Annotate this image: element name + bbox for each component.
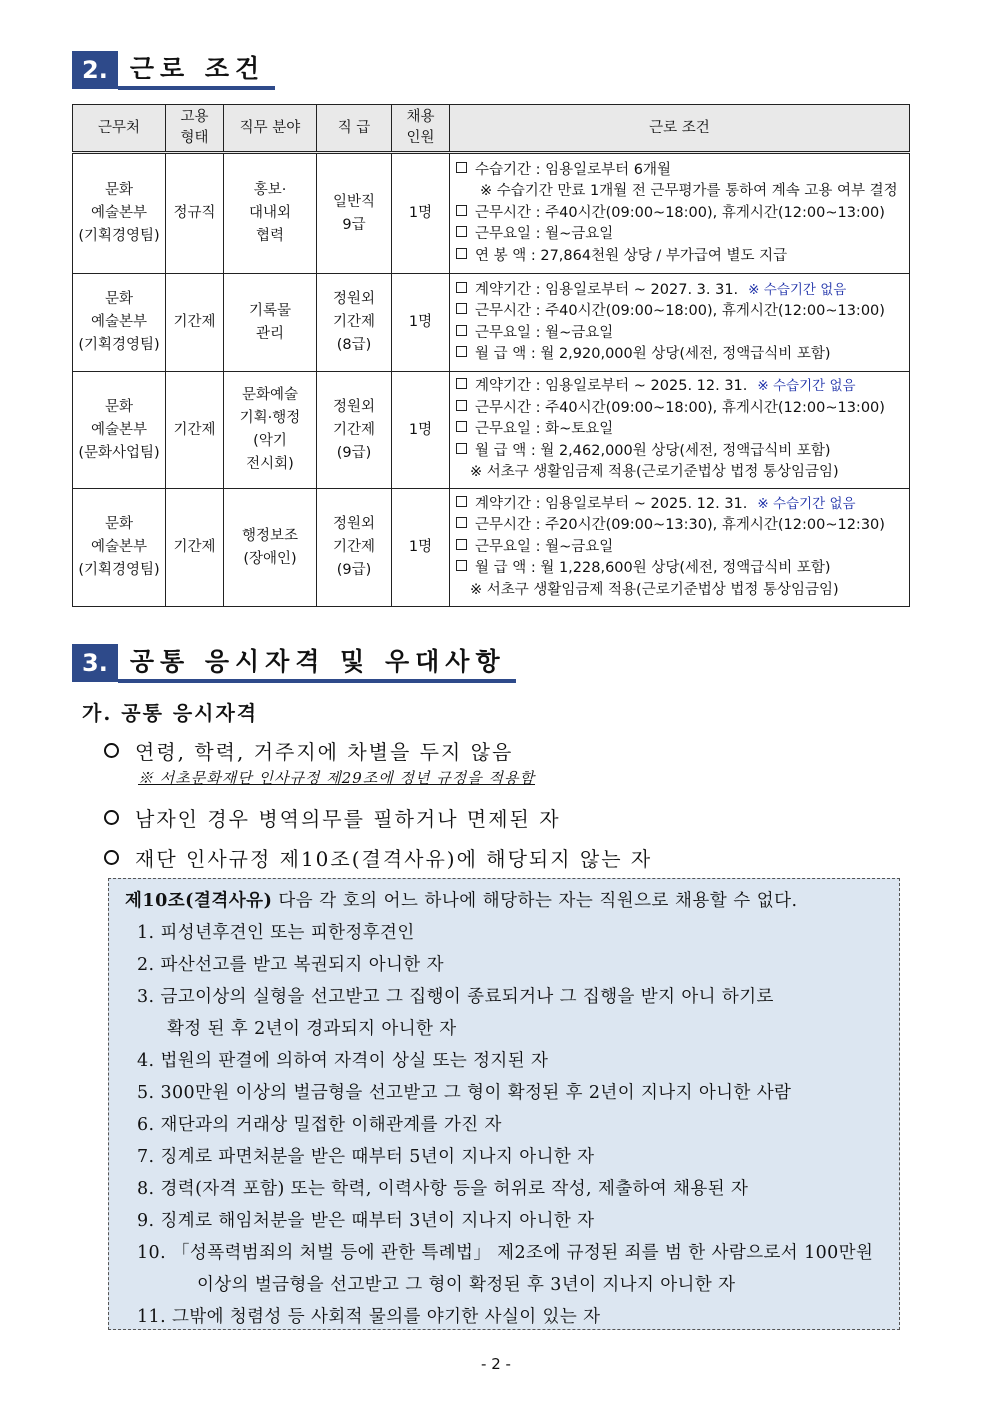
place-line: (기획경영팀): [78, 228, 160, 244]
field-line: 대내외: [248, 205, 292, 221]
article-item: 9. 징계로 해임처분을 받은 때부터 3년이 지나지 아니한 자: [137, 1211, 595, 1231]
circle-bullet-icon: [104, 743, 119, 758]
checkbox-bullet-icon: [456, 496, 467, 507]
column-header: 고용 형태: [166, 105, 224, 153]
checkbox-bullet-icon: [456, 517, 467, 528]
condition-text: 월 급 액 : 월 2,920,000원 상당(세전, 정액급식비 포함): [475, 346, 831, 362]
article-item: 이상의 벌금형을 선고받고 그 형이 확정된 후 3년이 지나지 아니한 자: [197, 1275, 736, 1295]
place-cell: [73, 372, 166, 489]
checkbox-bullet-icon: [456, 303, 467, 314]
grade-cell: [317, 274, 392, 372]
circle-bullet-icon: [104, 810, 119, 825]
regulation-note: ※ 서초문화재단 인사규정 제29조에 정년 규정을 적용함: [138, 769, 535, 787]
grade-line: (9급): [336, 562, 372, 578]
article-lead-text: 다음 각 호의 어느 하나에 해당하는 자는 직원으로 채용할 수 없다.: [272, 891, 798, 911]
checkbox-bullet-icon: [456, 205, 467, 216]
place-line: (문화사업팀): [78, 444, 160, 461]
grade-line: 정원외: [332, 398, 376, 415]
article-item: 3. 금고이상의 실형을 선고받고 그 집행이 종료되거나 그 집행을 받지 아니 하기로: [137, 987, 774, 1007]
count-cell: 1명: [392, 372, 450, 489]
article-item: 1. 피성년후견인 또는 피한정후견인: [137, 923, 415, 943]
table-header-row: [73, 105, 910, 153]
checkbox-bullet-icon: [456, 560, 467, 571]
condition-line: [456, 203, 903, 225]
place-line: (기획경영팀): [78, 562, 160, 578]
condition-text: 계약기간 : 임용일로부터 ~ 2027. 3. 31.: [475, 281, 739, 298]
type-cell: 기간제: [166, 274, 224, 372]
type-cell: 기간제: [166, 372, 224, 489]
article-item: 7. 징계로 파면처분을 받은 때부터 5년이 지나지 아니한 자: [137, 1147, 595, 1167]
grade-line: 일반직: [332, 193, 376, 210]
condition-text: 근무시간 : 주20시간(09:00~13:30), 휴게시간(12:00~12:30): [475, 517, 885, 534]
working-conditions-table: [72, 104, 910, 607]
condition-text: 근무요일 : 월~금요일: [475, 226, 614, 243]
condition-line: [456, 462, 903, 484]
condition-line: [456, 181, 903, 203]
condition-line: [456, 301, 903, 323]
subheading: 가. 공통 응시자격: [82, 701, 259, 725]
field-line: 기록물: [248, 302, 292, 319]
place-line: 문화: [104, 291, 133, 307]
field-cell: [224, 274, 317, 372]
condition-line: [456, 558, 903, 580]
article-item: 2. 파산선고를 받고 복권되지 아니한 자: [137, 955, 444, 975]
column-header: 채용 인원: [392, 105, 450, 153]
article-item: 11. 그밖에 청렴성 등 사회적 물의를 야기한 사실이 있는 자: [137, 1307, 601, 1327]
disqualification-article-box: [108, 878, 900, 1330]
section-number: 2.: [72, 51, 118, 89]
field-line: 협력: [255, 228, 284, 244]
condition-text: 근무시간 : 주40시간(09:00~18:00), 휴게시간(12:00~13:00): [475, 204, 885, 221]
condition-line: [456, 246, 903, 268]
field-cell: [224, 372, 317, 489]
place-line: (기획경영팀): [78, 337, 160, 353]
field-line: 관리: [255, 325, 284, 342]
grade-line: 9급: [342, 216, 366, 233]
condition-line: [456, 494, 903, 516]
section-number: 3.: [72, 644, 118, 682]
section-2-heading: [72, 50, 275, 90]
bullet-text: 연령, 학력, 거주지에 차별을 두지 않음: [135, 740, 514, 764]
checkbox-bullet-icon: [456, 421, 467, 432]
condition-text: 연 봉 액 : 27,864천원 상당 / 부가급여 별도 지급: [475, 247, 788, 264]
condition-text: ※ 서초구 생활임금제 적용(근로기준법상 법정 통상임금임): [470, 581, 839, 598]
condition-text: ※ 수습기간 만료 1개월 전 근무평가를 통하여 계속 고용 여부 결정: [480, 183, 898, 200]
type-cell: 기간제: [166, 489, 224, 607]
place-cell: [73, 153, 166, 274]
article-item: 4. 법원의 판결에 의하여 자격이 상실 또는 정지된 자: [137, 1051, 549, 1071]
condition-line: [456, 323, 903, 345]
count-cell: 1명: [392, 274, 450, 372]
conditions-cell: [450, 153, 910, 274]
section-title: 공통 응시자격 및 우대사항: [118, 643, 516, 683]
condition-text: 근무시간 : 주40시간(09:00~18:00), 휴게시간(12:00~13:00): [475, 303, 885, 319]
condition-line: [456, 398, 903, 420]
condition-line: [456, 441, 903, 463]
checkbox-bullet-icon: [456, 282, 467, 293]
article-lead: [125, 885, 887, 917]
checkbox-bullet-icon: [456, 400, 467, 411]
bullet-item: [104, 803, 561, 832]
condition-line: [456, 376, 903, 398]
condition-line: [456, 280, 903, 302]
condition-line: [456, 224, 903, 246]
grade-line: (8급): [336, 337, 372, 353]
probation-note: ※ 수습기간 없음: [748, 281, 847, 298]
table-row: [73, 372, 910, 489]
condition-text: 월 급 액 : 월 2,462,000원 상당(세전, 정액급식비 포함): [475, 442, 831, 459]
checkbox-bullet-icon: [456, 248, 467, 259]
checkbox-bullet-icon: [456, 378, 467, 389]
place-line: 예술본부: [90, 314, 148, 330]
circle-bullet-icon: [104, 850, 119, 865]
bullet-item: [104, 736, 513, 765]
bullet-text: 재단 인사규정 제10조(결격사유)에 해당되지 않는 자: [135, 847, 653, 871]
grade-cell: [317, 489, 392, 607]
table-row: [73, 153, 910, 274]
grade-line: 정원외: [332, 291, 376, 307]
article-item: 5. 300만원 이상의 벌금형을 선고받고 그 형이 확정된 후 2년이 지나지 아니한 사람: [137, 1083, 792, 1103]
article-item: 6. 재단과의 거래상 밀접한 이해관계를 가진 자: [137, 1115, 502, 1135]
page-number: - 2 -: [481, 1355, 511, 1373]
grade-line: 기간제: [332, 314, 376, 330]
field-line: 홍보·: [253, 182, 287, 198]
condition-text: 근무요일 : 월~금요일: [475, 324, 614, 341]
grade-cell: [317, 153, 392, 274]
checkbox-bullet-icon: [456, 346, 467, 357]
count-cell: 1명: [392, 489, 450, 607]
checkbox-bullet-icon: [456, 539, 467, 550]
field-line: 행정보조: [241, 527, 299, 544]
table-body: [73, 153, 910, 607]
article-item: 확정 된 후 2년이 경과되지 아니한 자: [167, 1019, 457, 1039]
column-header: 직무 분야: [224, 105, 317, 153]
section-3-heading: [72, 643, 516, 683]
checkbox-bullet-icon: [456, 325, 467, 336]
bullet-item: [104, 843, 652, 872]
grade-line: 정원외: [332, 516, 376, 532]
conditions-cell: [450, 372, 910, 489]
checkbox-bullet-icon: [456, 162, 467, 173]
condition-text: 계약기간 : 임용일로부터 ~ 2025. 12. 31.: [475, 495, 748, 512]
checkbox-bullet-icon: [456, 443, 467, 454]
field-line: 기획·행정: [239, 410, 301, 426]
condition-line: [456, 344, 903, 366]
condition-text: 근무요일 : 월~금요일: [475, 538, 614, 555]
place-line: 문화: [104, 516, 133, 532]
condition-text: 근무요일 : 화~토요일: [475, 421, 614, 438]
column-header: 근무처: [73, 105, 166, 153]
field-cell: [224, 489, 317, 607]
place-cell: [73, 489, 166, 607]
article-item: 8. 경력(자격 포함) 또는 학력, 이력사항 등을 허위로 작성, 제출하여 채용된 자: [137, 1179, 749, 1199]
field-line: (악기: [253, 433, 287, 449]
grade-cell: [317, 372, 392, 489]
bullet-text: 남자인 경우 병역의무를 필하거나 면제된 자: [135, 807, 561, 831]
field-line: (장애인): [243, 550, 297, 567]
place-line: 예술본부: [90, 421, 148, 438]
condition-text: 근무시간 : 주40시간(09:00~18:00), 휴게시간(12:00~13:00): [475, 399, 885, 416]
conditions-cell: [450, 489, 910, 607]
condition-line: [456, 580, 903, 602]
condition-text: ※ 서초구 생활임금제 적용(근로기준법상 법정 통상임금임): [470, 464, 839, 481]
grade-line: 기간제: [332, 539, 376, 555]
place-line: 문화: [104, 398, 133, 415]
probation-note: ※ 수습기간 없음: [757, 378, 856, 395]
table-row: [73, 274, 910, 372]
probation-note: ※ 수습기간 없음: [757, 495, 856, 512]
field-line: 전시회): [246, 456, 294, 472]
condition-line: [456, 419, 903, 441]
field-line: 문화예술: [241, 387, 299, 403]
condition-text: 계약기간 : 임용일로부터 ~ 2025. 12. 31.: [475, 378, 748, 395]
section-title: 근로 조건: [118, 50, 275, 90]
column-header: 근로 조건: [450, 105, 910, 153]
article-title: 제10조(결격사유): [125, 891, 273, 911]
place-cell: [73, 274, 166, 372]
place-line: 문화: [104, 182, 133, 198]
checkbox-bullet-icon: [456, 226, 467, 237]
place-line: 예술본부: [90, 539, 148, 555]
condition-text: 수습기간 : 임용일로부터 6개월: [475, 161, 672, 178]
grade-line: (9급): [336, 444, 372, 461]
article-item: 10. 「성폭력범죄의 처벌 등에 관한 특례법」 제2조에 규정된 죄를 범 한 사람으로서 100만원: [137, 1243, 874, 1263]
conditions-cell: [450, 274, 910, 372]
count-cell: 1명: [392, 153, 450, 274]
field-cell: [224, 153, 317, 274]
type-cell: 정규직: [166, 153, 224, 274]
condition-line: [456, 515, 903, 537]
condition-line: [456, 537, 903, 559]
condition-text: 월 급 액 : 월 1,228,600원 상당(세전, 정액급식비 포함): [475, 560, 831, 577]
column-header: 직 급: [317, 105, 392, 153]
place-line: 예술본부: [90, 205, 148, 221]
table-row: [73, 489, 910, 607]
condition-line: [456, 160, 903, 182]
grade-line: 기간제: [332, 421, 376, 438]
